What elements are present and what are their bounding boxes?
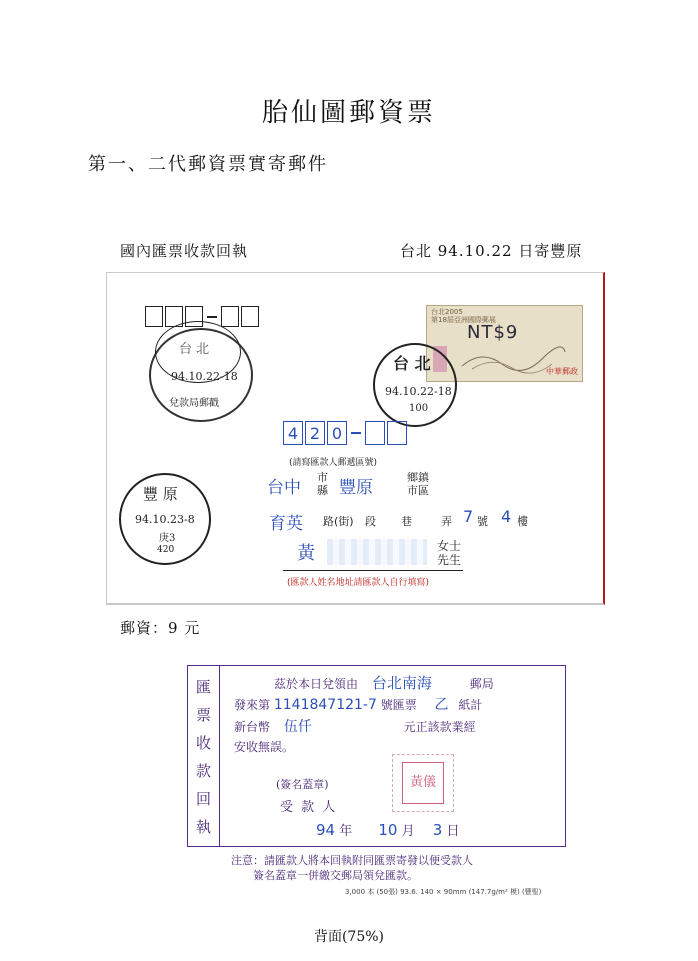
postmark-city: 豐 原 (143, 485, 178, 503)
hand-surname: 黃 (297, 543, 315, 564)
receipt-line-4: 安收無誤。 (234, 740, 295, 754)
receipt-line-3: 新台幣 伍仟 元正該款業經 (234, 719, 476, 735)
postage-caption: 郵資：9 元 (120, 619, 201, 637)
seal-outline (392, 754, 454, 812)
receipt-vertical-title: 匯 票 收 款 回 執 (188, 666, 220, 846)
hand-floor: 4 (501, 507, 512, 526)
postmark-taipei-right (373, 343, 457, 427)
receipt-line-1: 茲於本日兌領由 台北南海 郵局 (274, 674, 494, 692)
back-caption: 背面(75%) (313, 929, 385, 945)
envelope-date-caption: 台北 94.10.22 日寄豐原 (400, 242, 583, 260)
town-district-label: 鄉鎮 市區 (407, 471, 429, 497)
zip-digit (387, 421, 407, 445)
stamp-top-text: 台北2005 第18屆亞洲國際郵展 (431, 308, 496, 324)
road-label: 路(街) (323, 515, 354, 528)
print-info: 3,000 本 (50張) 93.6. 140 × 90mm (147.7g/m² 模) (豐聖) (345, 888, 542, 896)
postmark-sub: 庚3 (159, 533, 176, 544)
zip-box (221, 306, 239, 327)
note-line-1: 注意：請匯款人將本回執附同匯票寄發以便受款人 (231, 854, 473, 867)
hand-city: 台中 (267, 478, 301, 498)
salutation-labels: 女士 先生 (437, 539, 462, 567)
alley-label: 弄 (441, 515, 452, 528)
postmark-date: 94.10.22-18 (385, 385, 452, 398)
note-line-2: 簽名蓋章一併繳交郵局領兌匯款。 (253, 869, 418, 882)
red-instruction: (匯款人姓名地址請匯款人自行填寫) (287, 578, 430, 588)
hand-road: 育英 (269, 514, 303, 534)
postmark-date: 94.10.23-8 (135, 513, 195, 526)
stamp-post-brand: 中華郵政 (546, 367, 578, 376)
number-label: 號 (477, 515, 488, 528)
postmark-city: 台 北 (179, 342, 210, 357)
receipt-frame (187, 665, 566, 847)
receipt-back (157, 657, 595, 909)
zip-box (145, 306, 163, 327)
page-title: 胎仙圖郵資票 (261, 98, 436, 128)
lane-label: 巷 (401, 515, 412, 528)
postmark-code: 420 (157, 545, 175, 555)
divider (283, 570, 463, 571)
zip-digit: 2 (305, 421, 325, 445)
envelope-front (106, 272, 605, 605)
hand-town: 豐原 (339, 478, 373, 498)
postmark-fengyuan (119, 473, 211, 565)
floor-label: 樓 (517, 515, 528, 528)
postmark-sub: 兌款局郵戳 (169, 398, 219, 409)
zip-digit: 4 (283, 421, 303, 445)
receipt-date: 94 年 10 月 3 日 (316, 821, 460, 839)
zip-digit (365, 421, 385, 445)
redacted-name (327, 539, 427, 565)
receipt-line-2: 發來第 1141847121-7 號匯票 乙 紙計 (234, 697, 483, 713)
postmark-date: 94.10.22-18 (171, 370, 238, 383)
zip-dash (207, 316, 217, 318)
envelope-caption: 國內匯票收款回執 (120, 242, 249, 260)
zip-box (241, 306, 259, 327)
payee-seal: 黃儀 (402, 762, 444, 804)
zip-instruction: (請寫匯款人郵遞區號) (289, 458, 378, 468)
postmark-city: 台 北 (393, 354, 431, 373)
city-county-label: 市 縣 (317, 471, 328, 497)
hand-number: 7 (463, 507, 474, 526)
payee-zip-boxes (283, 421, 407, 445)
zip-dash (351, 432, 361, 434)
stamp-value: NT$9 (467, 322, 519, 343)
zip-digit: 0 (327, 421, 347, 445)
section-label: 段 (365, 515, 376, 528)
page-subtitle: 第一、二代郵資票實寄郵件 (88, 154, 328, 175)
payee-label: 受 款 人 (280, 800, 338, 815)
postmark-sub: 100 (409, 403, 429, 414)
sign-label: (簽名蓋章) (276, 778, 329, 791)
postmark-taipei-left-inner (155, 321, 241, 383)
